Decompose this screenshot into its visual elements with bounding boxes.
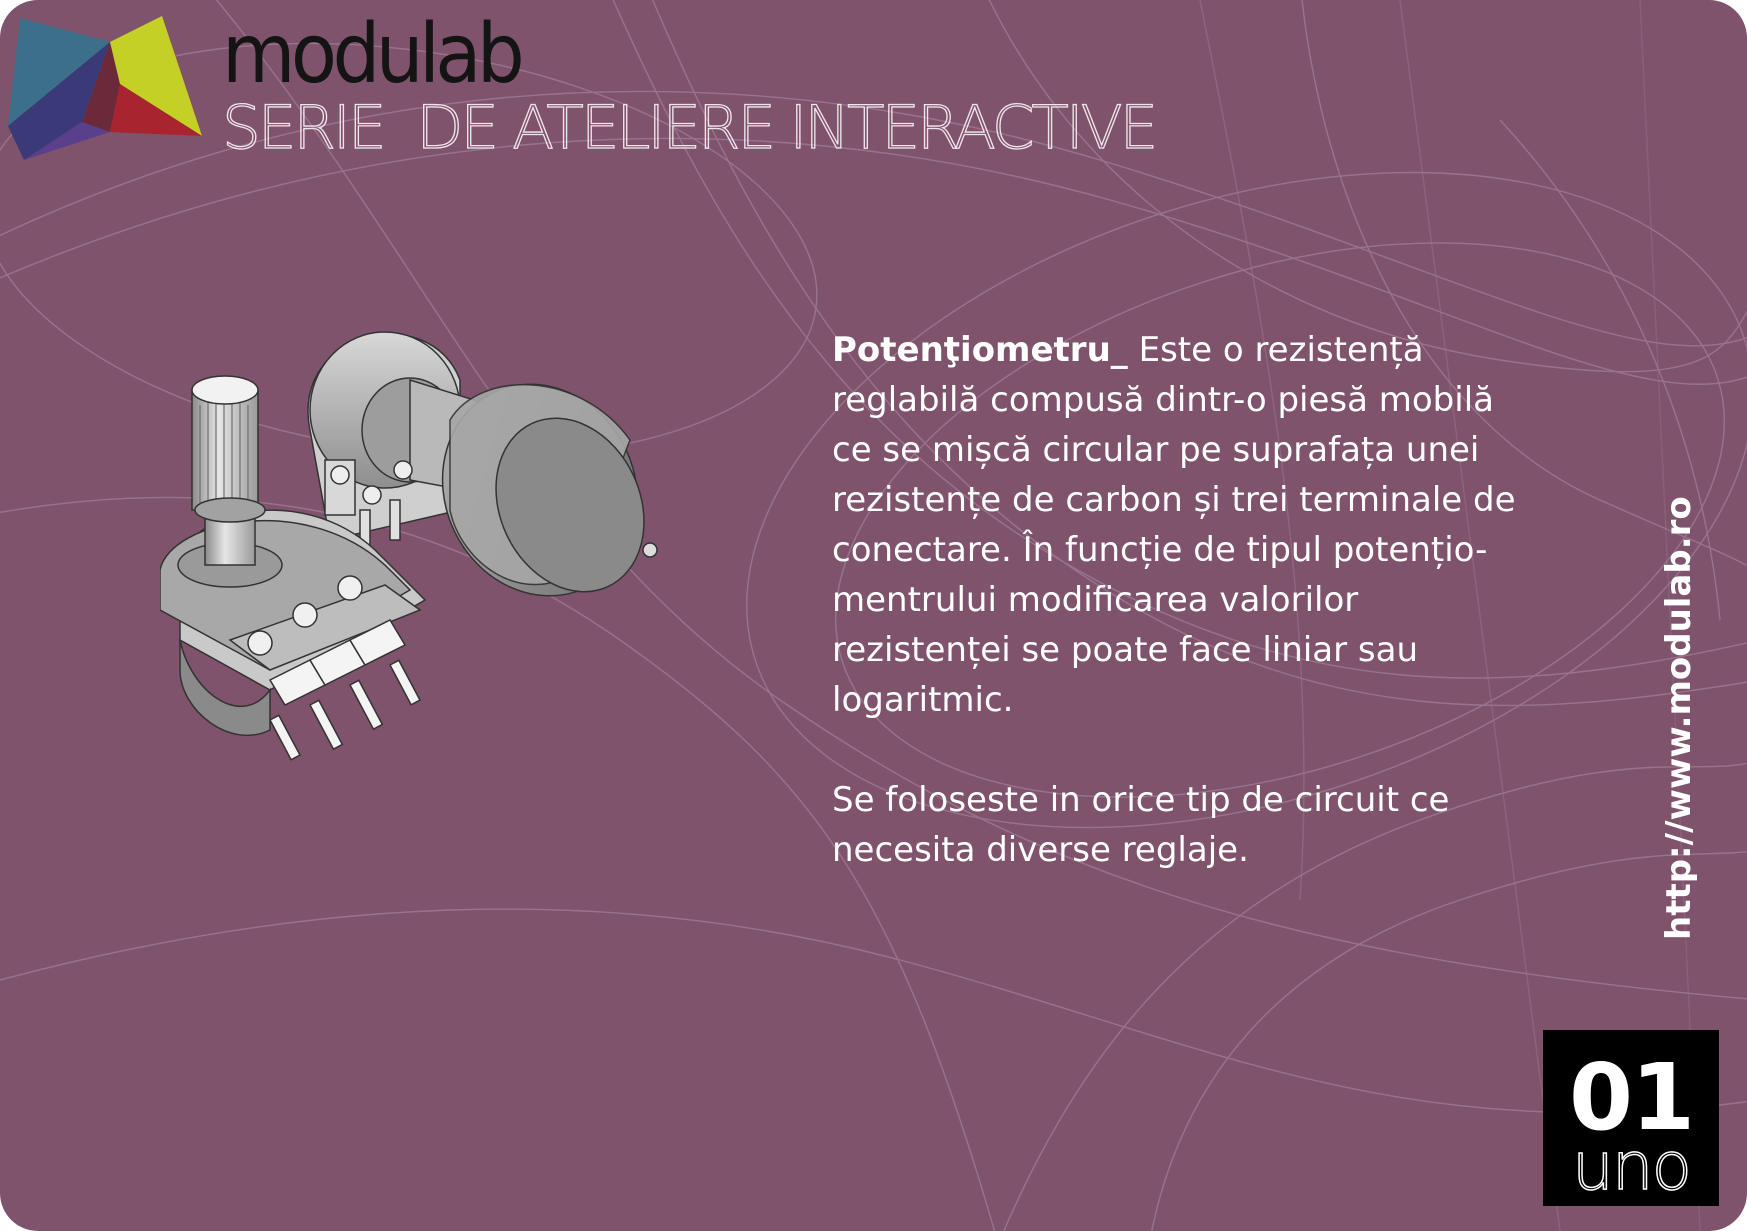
- description-line: reglabilă compusă dintr-o piesă mobilă: [832, 380, 1494, 420]
- description-text: [832, 325, 1552, 875]
- description-line: conectare. În funcție de tipul potențio-: [832, 530, 1488, 570]
- description-line: rezistențe de carbon și trei terminale de: [832, 480, 1516, 520]
- usage-line: Se foloseste in orice tip de circuit ce: [832, 780, 1450, 820]
- description-line: rezistenței se poate face liniar sau: [832, 630, 1419, 670]
- brand-name: modulab: [222, 7, 521, 102]
- description-line: [832, 325, 1552, 375]
- description-first-line: Este o rezistență: [1127, 330, 1424, 370]
- modulab-logo-icon: [2, 12, 212, 172]
- paragraph-gap: [832, 725, 1552, 775]
- issue-badge: [1543, 1030, 1719, 1206]
- description-line: ce se mișcă circular pe suprafața unei: [832, 430, 1480, 470]
- usage-line: necesita diverse reglaje.: [832, 830, 1249, 870]
- description-line: logaritmic.: [832, 680, 1014, 720]
- description-line: mentrului modificarea valorilor: [832, 580, 1359, 620]
- potentiometer-illustration: [160, 310, 730, 850]
- badge-word: uno: [1571, 1128, 1691, 1205]
- website-url[interactable]: http://www.modulab.ro: [1659, 496, 1699, 940]
- badge-number: 01: [1568, 1044, 1694, 1151]
- brand-tagline: SERIE DE ATELIERE INTERACTIVE: [222, 93, 1156, 163]
- term-title: Potenţiometru_: [832, 330, 1128, 370]
